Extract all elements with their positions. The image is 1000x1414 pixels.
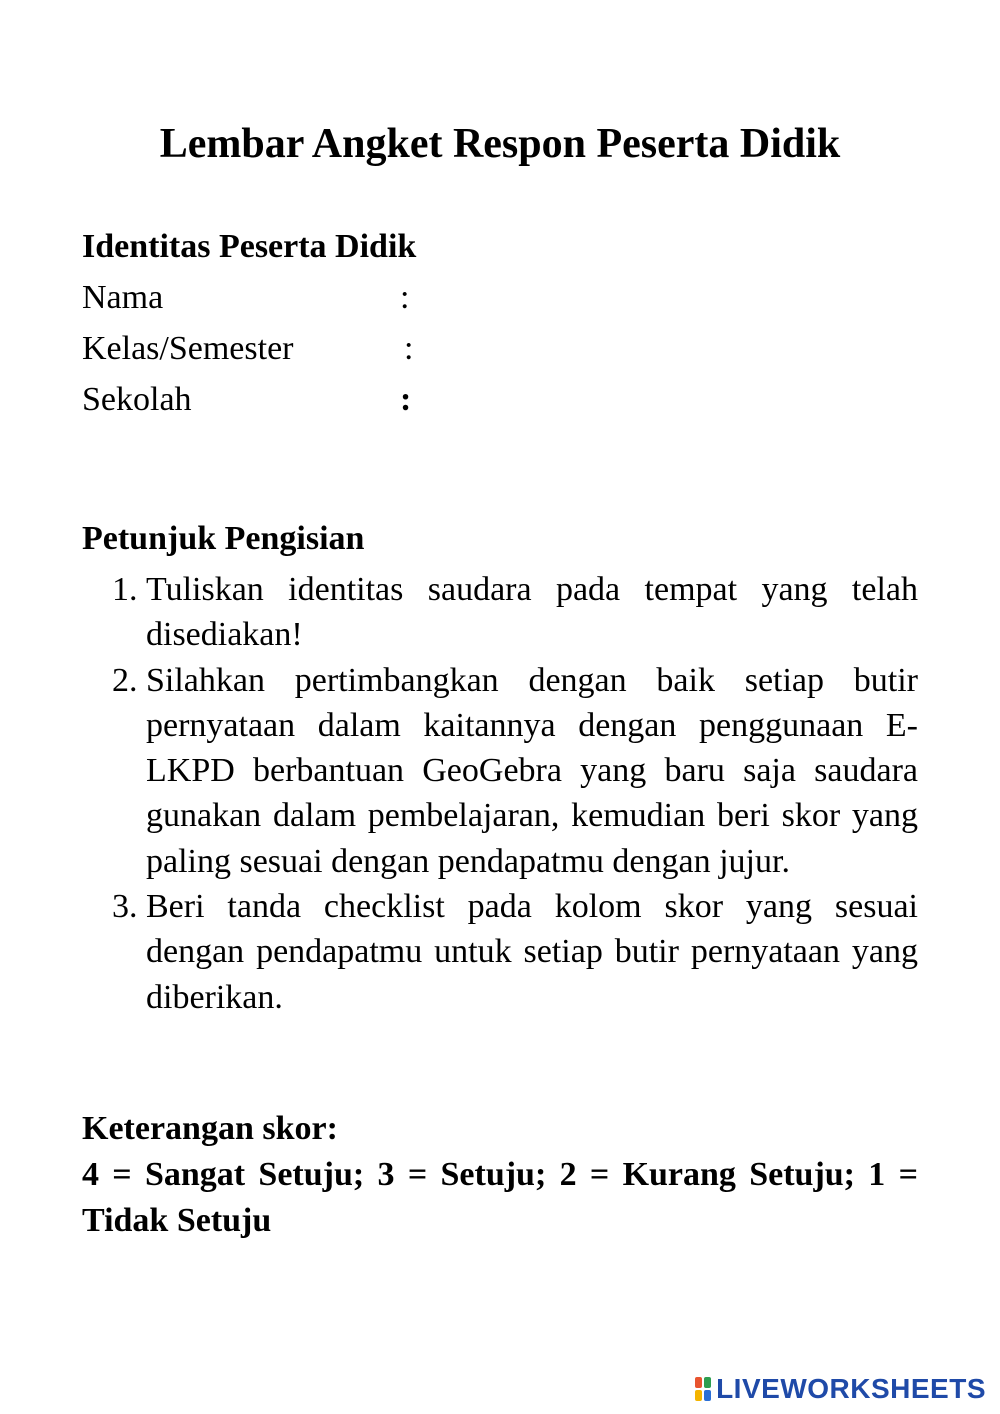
instructions-heading: Petunjuk Pengisian	[82, 520, 365, 557]
instruction-item	[82, 884, 918, 1020]
field-label-nama: Nama	[82, 279, 164, 316]
identity-field-kelas-semester	[82, 328, 582, 370]
identity-field-sekolah	[82, 379, 582, 421]
liveworksheets-logo[interactable]	[694, 1374, 986, 1404]
instructions-list	[82, 567, 918, 1020]
instruction-number: 1.	[112, 571, 138, 608]
instruction-text: Tuliskan identitas saudara pada tempat yang telah disediakan!	[146, 571, 918, 654]
score-legend: 4 = Sangat Setuju; 3 = Setuju; 2 = Kurang Setuju; 1 = Tidak Setuju	[82, 1156, 918, 1239]
instruction-number: 3.	[112, 888, 138, 926]
instruction-text: Beri tanda checklist pada kolom skor yang sesuai dengan pendapatmu untuk setiap butir pernyataan yang diberikan.	[146, 888, 918, 1016]
field-label-kelas-semester: Kelas/Semester	[82, 330, 294, 367]
instruction-item	[82, 658, 918, 884]
field-colon-sekolah: :	[400, 381, 412, 418]
identity-heading: Identitas Peserta Didik	[82, 228, 417, 265]
instruction-number: 2.	[112, 661, 138, 699]
score-heading: Keterangan skor:	[82, 1110, 338, 1147]
field-colon-nama: :	[400, 279, 410, 316]
field-label-sekolah: Sekolah	[82, 381, 192, 418]
liveworksheets-logo-icon	[694, 1376, 712, 1402]
field-colon-kelas-semester: :	[404, 330, 414, 367]
instruction-item	[82, 567, 918, 658]
identity-field-nama	[82, 277, 582, 319]
instruction-text: Silahkan pertimbangkan dengan baik setiap butir pernyataan dalam kaitannya dengan penggunaan E-LKPD berbantuan GeoGebra yang baru saja saudara gunakan dalam pembelajaran, kemudian beri skor yang paling sesuai dengan pendapatmu dengan jujur.	[146, 661, 918, 880]
page-title: Lembar Angket Respon Peserta Didik	[159, 121, 841, 167]
logo-text: LIVEWORKSHEETS	[716, 1373, 986, 1404]
